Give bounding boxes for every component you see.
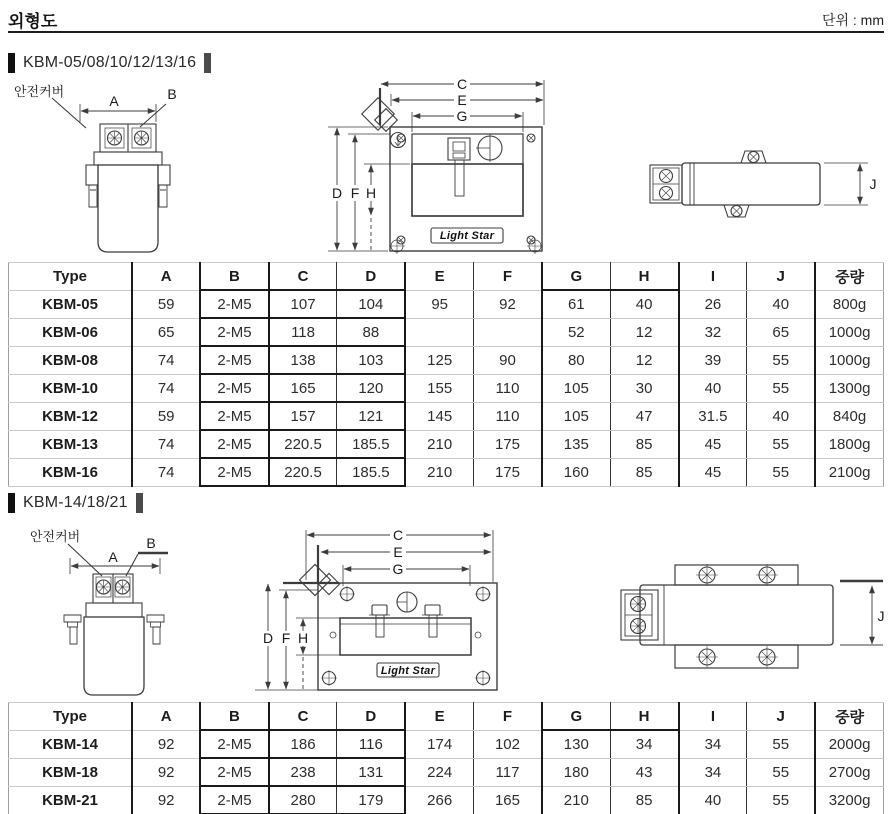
column-header: J <box>747 263 815 291</box>
value-cell: 92 <box>132 730 200 758</box>
column-header: D <box>337 703 405 731</box>
value-cell: 238 <box>269 758 337 786</box>
column-header: F <box>474 703 542 731</box>
dim-label-j: J <box>877 608 885 624</box>
value-cell: 65 <box>747 318 815 346</box>
dim-label-f: F <box>281 630 291 646</box>
value-cell: 1000g <box>815 318 883 346</box>
dimension-table-1 <box>8 262 884 487</box>
value-cell: 40 <box>679 374 747 402</box>
column-header: D <box>337 263 405 291</box>
value-cell: 30 <box>610 374 678 402</box>
type-cell: KBM-21 <box>9 786 133 814</box>
value-cell: 65 <box>132 318 200 346</box>
value-cell: 280 <box>269 786 337 814</box>
value-cell: 55 <box>747 374 815 402</box>
value-cell: 95 <box>405 290 473 318</box>
value-cell: 85 <box>610 458 678 486</box>
value-cell: 175 <box>474 430 542 458</box>
value-cell: 55 <box>747 346 815 374</box>
value-cell: 2700g <box>815 758 883 786</box>
value-cell: 103 <box>337 346 405 374</box>
value-cell: 85 <box>610 430 678 458</box>
top-view-drawing-2 <box>588 540 888 702</box>
value-cell: 55 <box>747 458 815 486</box>
value-cell: 224 <box>405 758 473 786</box>
value-cell: 2-M5 <box>200 458 268 486</box>
value-cell: 45 <box>679 458 747 486</box>
title-divider <box>8 31 884 33</box>
value-cell: 55 <box>747 730 815 758</box>
type-cell: KBM-14 <box>9 730 133 758</box>
column-header: H <box>610 263 678 291</box>
table-row <box>9 758 884 786</box>
dim-label-e: E <box>393 544 403 560</box>
column-header: A <box>132 703 200 731</box>
type-cell: KBM-06 <box>9 318 133 346</box>
table-header-row <box>9 703 884 731</box>
table-row <box>9 374 884 402</box>
value-cell: 88 <box>337 318 405 346</box>
top-view-drawing-1 <box>620 118 888 244</box>
value-cell: 2-M5 <box>200 318 268 346</box>
value-cell: 2-M5 <box>200 346 268 374</box>
value-cell: 840g <box>815 402 883 430</box>
value-cell: 210 <box>405 430 473 458</box>
value-cell: 47 <box>610 402 678 430</box>
value-cell: 155 <box>405 374 473 402</box>
value-cell: 118 <box>269 318 337 346</box>
column-header: G <box>542 703 610 731</box>
brand-logo: Light Star <box>439 230 495 242</box>
section-heading-2 <box>8 492 143 514</box>
value-cell: 2-M5 <box>200 402 268 430</box>
value-cell: 55 <box>747 758 815 786</box>
dim-label-b: B <box>167 86 177 102</box>
value-cell: 175 <box>474 458 542 486</box>
value-cell: 2100g <box>815 458 883 486</box>
value-cell <box>405 318 473 346</box>
value-cell: 174 <box>405 730 473 758</box>
column-header: Type <box>9 263 133 291</box>
value-cell: 92 <box>132 758 200 786</box>
value-cell: 180 <box>542 758 610 786</box>
value-cell: 135 <box>542 430 610 458</box>
type-cell: KBM-13 <box>9 430 133 458</box>
value-cell: 210 <box>405 458 473 486</box>
value-cell: 2-M5 <box>200 430 268 458</box>
value-cell: 45 <box>679 430 747 458</box>
value-cell: 2-M5 <box>200 290 268 318</box>
table-row <box>9 430 884 458</box>
value-cell: 40 <box>747 290 815 318</box>
value-cell: 74 <box>132 374 200 402</box>
value-cell: 12 <box>610 318 678 346</box>
column-header: J <box>747 703 815 731</box>
table-header-row <box>9 263 884 291</box>
value-cell: 186 <box>269 730 337 758</box>
value-cell: 39 <box>679 346 747 374</box>
dim-label-b: B <box>146 535 156 551</box>
side-view-drawing-1 <box>10 80 192 258</box>
value-cell: 145 <box>405 402 473 430</box>
value-cell: 138 <box>269 346 337 374</box>
dim-label-h: H <box>365 185 377 201</box>
value-cell: 43 <box>610 758 678 786</box>
value-cell: 104 <box>337 290 405 318</box>
value-cell: 40 <box>747 402 815 430</box>
section-marker-right <box>204 53 211 73</box>
value-cell: 105 <box>542 402 610 430</box>
value-cell: 121 <box>337 402 405 430</box>
dim-label-a: A <box>108 549 118 565</box>
column-header: F <box>474 263 542 291</box>
column-header: I <box>679 263 747 291</box>
value-cell: 220.5 <box>269 458 337 486</box>
column-header: A <box>132 263 200 291</box>
value-cell: 31.5 <box>679 402 747 430</box>
table-row <box>9 402 884 430</box>
value-cell: 85 <box>610 786 678 814</box>
value-cell: 116 <box>337 730 405 758</box>
value-cell: 2-M5 <box>200 374 268 402</box>
column-header: B <box>200 703 268 731</box>
value-cell: 165 <box>269 374 337 402</box>
column-header: E <box>405 263 473 291</box>
safety-cover-label: 안전커버 <box>14 84 65 99</box>
column-header: H <box>610 703 678 731</box>
value-cell: 34 <box>679 730 747 758</box>
type-cell: KBM-10 <box>9 374 133 402</box>
value-cell: 2-M5 <box>200 730 268 758</box>
value-cell: 92 <box>474 290 542 318</box>
safety-cover-label: 안전커버 <box>30 529 81 544</box>
dim-label-f: F <box>350 185 360 201</box>
dim-label-g: G <box>456 108 468 124</box>
dim-label-h: H <box>297 630 309 646</box>
value-cell: 34 <box>610 730 678 758</box>
value-cell: 52 <box>542 318 610 346</box>
value-cell: 185.5 <box>337 430 405 458</box>
dim-label-c: C <box>456 76 468 92</box>
type-cell: KBM-08 <box>9 346 133 374</box>
type-cell: KBM-18 <box>9 758 133 786</box>
value-cell: 266 <box>405 786 473 814</box>
value-cell: 1800g <box>815 430 883 458</box>
value-cell: 110 <box>474 402 542 430</box>
dim-label-g: G <box>392 561 404 577</box>
value-cell: 110 <box>474 374 542 402</box>
column-header: B <box>200 263 268 291</box>
section-heading-text: KBM-05/08/10/12/13/16 <box>23 54 197 71</box>
value-cell: 1300g <box>815 374 883 402</box>
value-cell: 157 <box>269 402 337 430</box>
value-cell: 105 <box>542 374 610 402</box>
section-marker-right <box>136 493 143 513</box>
column-header: E <box>405 703 473 731</box>
column-header: 중량 <box>815 703 883 731</box>
dim-label-d: D <box>331 185 343 201</box>
section-heading-text: KBM-14/18/21 <box>23 494 128 511</box>
value-cell: 74 <box>132 346 200 374</box>
value-cell: 107 <box>269 290 337 318</box>
value-cell: 1000g <box>815 346 883 374</box>
column-header: Type <box>9 703 133 731</box>
dim-label-j: J <box>869 176 877 192</box>
table-row <box>9 290 884 318</box>
value-cell: 74 <box>132 458 200 486</box>
value-cell: 61 <box>542 290 610 318</box>
value-cell: 120 <box>337 374 405 402</box>
value-cell: 40 <box>679 786 747 814</box>
side-view-drawing-2 <box>10 518 210 708</box>
table-row <box>9 730 884 758</box>
dim-label-d: D <box>262 630 274 646</box>
column-header: 중량 <box>815 263 883 291</box>
value-cell: 55 <box>747 786 815 814</box>
table-row <box>9 346 884 374</box>
value-cell: 34 <box>679 758 747 786</box>
value-cell: 32 <box>679 318 747 346</box>
value-cell: 165 <box>474 786 542 814</box>
value-cell: 2000g <box>815 730 883 758</box>
value-cell: 130 <box>542 730 610 758</box>
dimension-table-2 <box>8 702 884 814</box>
front-view-drawing-2 <box>235 518 525 708</box>
value-cell: 40 <box>610 290 678 318</box>
value-cell: 3200g <box>815 786 883 814</box>
value-cell <box>474 318 542 346</box>
value-cell: 59 <box>132 290 200 318</box>
section-marker-left <box>8 493 15 513</box>
value-cell: 179 <box>337 786 405 814</box>
dim-label-e: E <box>457 92 467 108</box>
value-cell: 800g <box>815 290 883 318</box>
table-row <box>9 318 884 346</box>
value-cell: 185.5 <box>337 458 405 486</box>
dim-label-c: C <box>392 527 404 543</box>
value-cell: 90 <box>474 346 542 374</box>
value-cell: 210 <box>542 786 610 814</box>
value-cell: 117 <box>474 758 542 786</box>
value-cell: 92 <box>132 786 200 814</box>
value-cell: 26 <box>679 290 747 318</box>
unit-label: 단위 : mm <box>821 12 884 28</box>
value-cell: 125 <box>405 346 473 374</box>
column-header: C <box>269 263 337 291</box>
type-cell: KBM-12 <box>9 402 133 430</box>
value-cell: 80 <box>542 346 610 374</box>
value-cell: 74 <box>132 430 200 458</box>
brand-logo: Light Star <box>380 665 436 677</box>
value-cell: 2-M5 <box>200 786 268 814</box>
section-heading-1 <box>8 52 211 74</box>
value-cell: 102 <box>474 730 542 758</box>
column-header: C <box>269 703 337 731</box>
value-cell: 12 <box>610 346 678 374</box>
column-header: I <box>679 703 747 731</box>
dim-label-a: A <box>109 93 119 109</box>
type-cell: KBM-16 <box>9 458 133 486</box>
table-row <box>9 786 884 814</box>
column-header: G <box>542 263 610 291</box>
value-cell: 55 <box>747 430 815 458</box>
type-cell: KBM-05 <box>9 290 133 318</box>
table-row <box>9 458 884 486</box>
section-marker-left <box>8 53 15 73</box>
value-cell: 220.5 <box>269 430 337 458</box>
page-title: 외형도 <box>8 12 58 31</box>
value-cell: 131 <box>337 758 405 786</box>
value-cell: 59 <box>132 402 200 430</box>
value-cell: 160 <box>542 458 610 486</box>
value-cell: 2-M5 <box>200 758 268 786</box>
front-view-drawing-1 <box>298 72 585 262</box>
